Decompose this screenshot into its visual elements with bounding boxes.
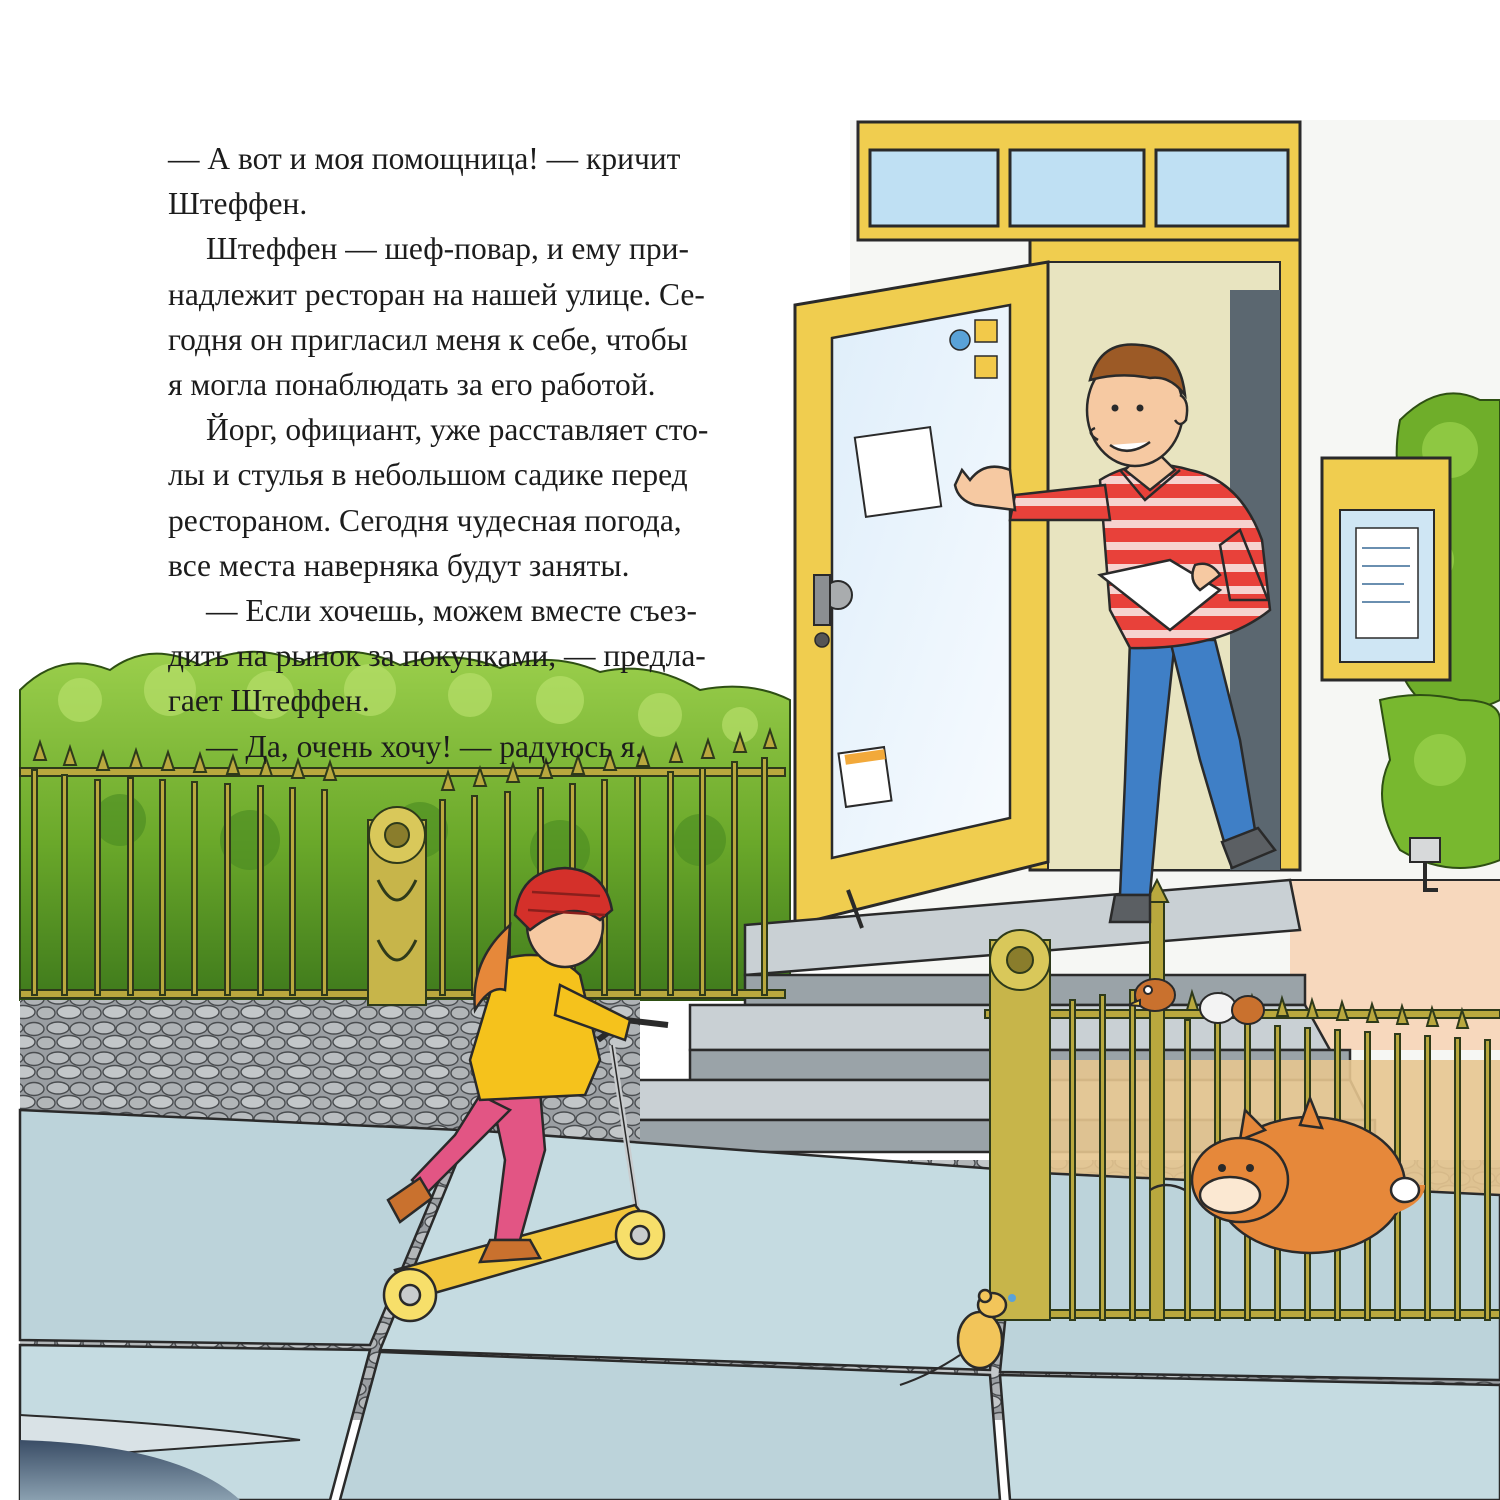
story-line: — Да, очень хочу! — радуюсь я.	[206, 728, 643, 764]
open-door	[795, 262, 1048, 925]
story-line: надлежит ресторан на нашей улице. Се-	[168, 276, 705, 312]
story-line: я могла понаблюдать за его работой.	[168, 367, 656, 403]
story-text	[168, 136, 768, 769]
story-line: годня он пригласил меня к себе, чтобы	[168, 321, 688, 357]
story-line: — Если хочешь, можем вместе съез-	[206, 593, 697, 629]
story-line: — А вот и моя помощница! — кричит	[168, 141, 681, 176]
story-line: лы и стулья в небольшом садике перед	[168, 457, 688, 493]
story-line: дить на рынок за покупками, — предла-	[168, 638, 706, 674]
story-line: Штеффен — шеф-повар, и ему при-	[206, 231, 689, 267]
story-line: Штеффен.	[168, 186, 308, 222]
story-line: гает Штеффен.	[168, 683, 370, 719]
story-line: рестораном. Сегодня чудесная погода,	[168, 502, 682, 538]
transom-window	[858, 122, 1300, 240]
story-line: Йорг, официант, уже расставляет сто-	[206, 412, 709, 448]
menu-display-box	[1322, 458, 1450, 680]
story-line: все места наверняка будут заняты.	[168, 547, 630, 583]
